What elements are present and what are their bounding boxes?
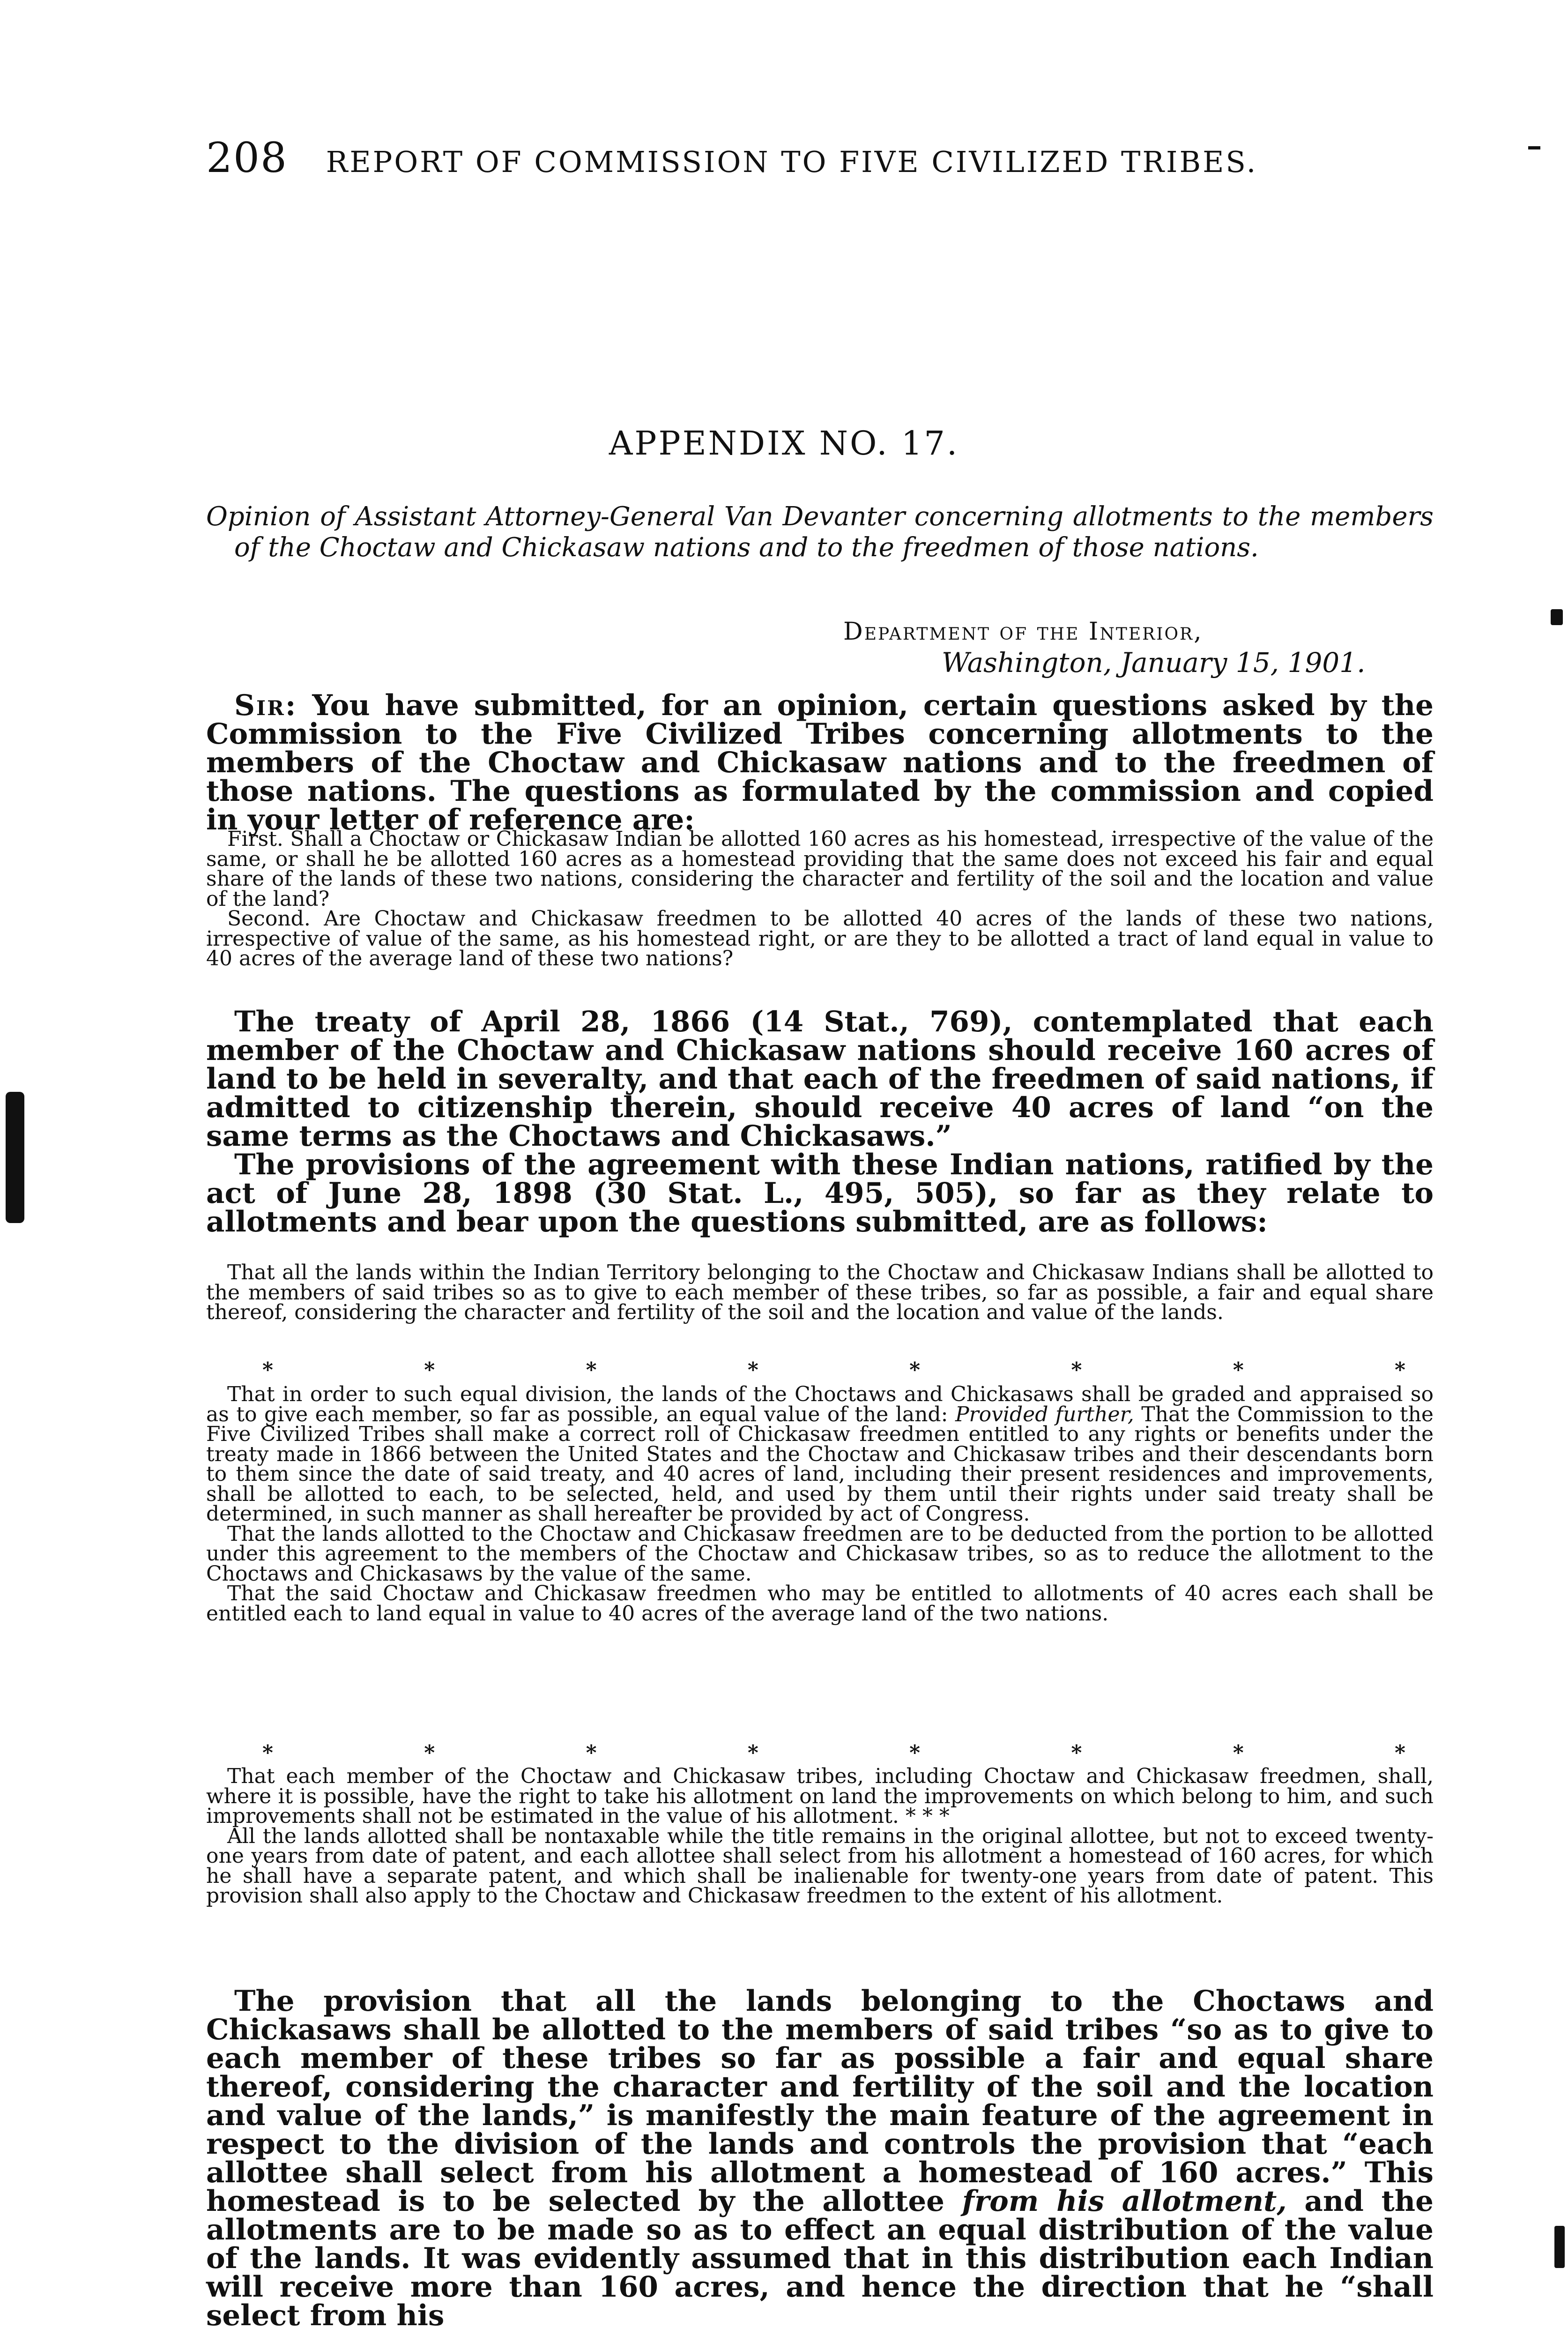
quote-1-block: [206, 1263, 1434, 1323]
intro-text: You have submitted, for an opinion, certain questions asked by the Commission to the Five Civilized Tribes concerning allotments to the members of the Choctaw and Chickasaw nations and to the freedmen of those nations. The questions as formulated by the commission and copied in your letter of reference are:: [206, 689, 1434, 836]
quote-3: That the lands allotted to the Choctaw and Chickasaw freedmen are to be deducted from the portion to be allotted under this agreement to the members of the Choctaw and Chickasaw tribes, so as to reduce the allotment to the Choctaws and Chickasaws by the value of the same.: [206, 1522, 1434, 1586]
star: *: [1394, 1741, 1405, 1765]
star: *: [1071, 1741, 1082, 1765]
quote-2-block: [206, 1382, 1434, 1626]
scan-mark-right-lower: [1554, 2226, 1565, 2268]
question-2: Second. Are Choctaw and Chickasaw freedmen to be allotted 40 acres of the lands of these two nations, irrespective of value of the same, as his homestead right, or are they to be allotted a tract of land equal in value to 40 acres of the average land of these two nations?: [206, 907, 1434, 970]
quote-5: That each member of the Choctaw and Chickasaw tribes, including Choctaw and Chickasaw freedmen, shall, where it is possible, have the right to take his allotment on land the improvements on which belong to him, and such improvements shall not be estimated in the value of his allotment. * * *: [206, 1764, 1434, 1828]
department-name: Department of the Interior,: [843, 618, 1203, 646]
final-paragraph: [206, 1987, 1434, 2330]
page-number: 208: [206, 134, 288, 182]
appendix-title: APPENDIX NO. 17.: [609, 424, 959, 463]
questions-block: [206, 829, 1434, 969]
star: *: [1233, 1741, 1244, 1765]
salutation: Sir:: [234, 689, 297, 722]
star: *: [262, 1741, 274, 1765]
date-line: Washington, January 15, 1901.: [942, 647, 1366, 679]
provisions-paragraph: The provisions of the agreement with these Indian nations, ratified by the act of June 28, 1898 (30 Stat. L., 495, 505), so far as they relate to allotments and bear upon the questions submitted, are as follows:: [206, 1148, 1434, 1239]
star: *: [424, 1741, 435, 1765]
star: *: [1071, 1358, 1082, 1382]
running-header: [206, 134, 1434, 182]
star: *: [586, 1358, 597, 1382]
star: *: [747, 1358, 758, 1382]
final-block: [206, 1987, 1434, 2330]
opinion-title-text: Opinion of Assistant Attorney-General Van Devanter concerning allotments to the members of the Choctaw and Chickasaw nations and to the freedmen of those nations.: [206, 501, 1434, 563]
running-title: REPORT OF COMMISSION TO FIVE CIVILIZED TRIBES.: [326, 145, 1258, 179]
quote-2-before: That in order to such equal division, the lands of the Choctaws and Chickasaws shall be graded and appraised so as to give each member, so far as possible, an equal value of the land:: [206, 1382, 1434, 1426]
final-before: The provision that all the lands belonging to the Choctaws and Chickasaws shall be allotted to the members of said tribes “so as to give to each member of these tribes so far as possible a fair and equal share thereof, considering the character and fertility of the soil and the location and value of the lands,” is manifestly the main feature of the agreement in respect to the division of the lands and controls the provision that “each allottee shall select from his allotment a homestead of 160 acres.” This homestead is to be selected by the allottee: [206, 1985, 1434, 2218]
quote-6: All the lands allotted shall be nontaxable while the title remains in the original allottee, but not to exceed twenty-one years from date of patent, and each allottee shall select from his allotment a homestead of 160 acres, for which he shall have a separate patent, and which shall be inalienable for twenty-one years from date of patent. This provision shall also apply to the Choctaw and Chickasaw freedmen to the extent of his allotment.: [206, 1824, 1434, 1908]
final-after: and the allotments are to be made so as to effect an equal distribution of the value of the lands. It was evidently assumed that in this distribution each Indian will receive more than 160 acres, and hence the direction that he “shall select from his: [206, 2185, 1434, 2332]
question-1: First. Shall a Choctaw or Chickasaw Indian be allotted 160 acres as his homestead, irrespective of the value of the same, or shall he be allotted 160 acres as a homestead providing that the same does not exceed his fair and equal share of the lands of these two nations, considering the character and fertility of the soil and the location and value of the land?: [206, 827, 1434, 911]
star: *: [1233, 1358, 1244, 1382]
scan-mark-right: [1551, 609, 1563, 625]
quote-2-after: That the Commission to the Five Civilized Tribes shall make a correct roll of Chickasaw freedmen entitled to any rights or benefits under the treaty made in 1866 between the United States and the Choctaw and Chickasaw tribes and their descendants born to them since the date of said treaty, and 40 acres of land, including their present residences and improvements, shall be allotted to each, to be selected, held, and used by them until their rights under said treaty shall be determined, in such manner as shall hereafter be provided by act of Congress.: [206, 1402, 1434, 1526]
treaty-block: [206, 1005, 1434, 1239]
quote-2-italic: Provided further,: [955, 1402, 1134, 1426]
opinion-title: [206, 501, 1434, 563]
dateline: [843, 616, 1434, 678]
scan-mark-left: [6, 1092, 24, 1223]
star: *: [909, 1741, 921, 1765]
quote-2: [206, 1382, 1434, 1526]
treaty-paragraph: The treaty of April 28, 1866 (14 Stat., 769), contemplated that each member of the Choctaw and Chickasaw nations should receive 160 acres of land to be held in severalty, and that each of the freedmen of said nations, if admitted to citizenship therein, should receive 40 acres of land “on the same terms as the Choctaws and Chickasaws.”: [206, 1005, 1434, 1153]
star: *: [1394, 1358, 1405, 1382]
scan-mark-top-right: [1528, 146, 1540, 149]
star: *: [747, 1741, 758, 1765]
ellipsis-stars-1: [262, 1358, 1405, 1382]
quote-5-block: [206, 1764, 1434, 1908]
star: *: [424, 1358, 435, 1382]
star: *: [262, 1358, 274, 1382]
quote-1: That all the lands within the Indian Territory belonging to the Choctaw and Chickasaw Indians shall be allotted to the members of said tribes so as to give to each member of these tribes, so far as possible, a fair and equal share thereof, considering the character and fertility of the soil and the location and value of the lands.: [206, 1261, 1434, 1324]
quote-4: That the said Choctaw and Chickasaw freedmen who may be entitled to allotments of 40 acres each shall be entitled each to land equal in value to 40 acres of the average land of the two nations.: [206, 1582, 1434, 1626]
ellipsis-stars-2: [262, 1741, 1405, 1765]
intro-block: [206, 691, 1434, 834]
star: *: [586, 1741, 597, 1765]
star: *: [909, 1358, 921, 1382]
final-italic: from his allotment,: [962, 2185, 1287, 2218]
intro-paragraph: [206, 691, 1434, 834]
